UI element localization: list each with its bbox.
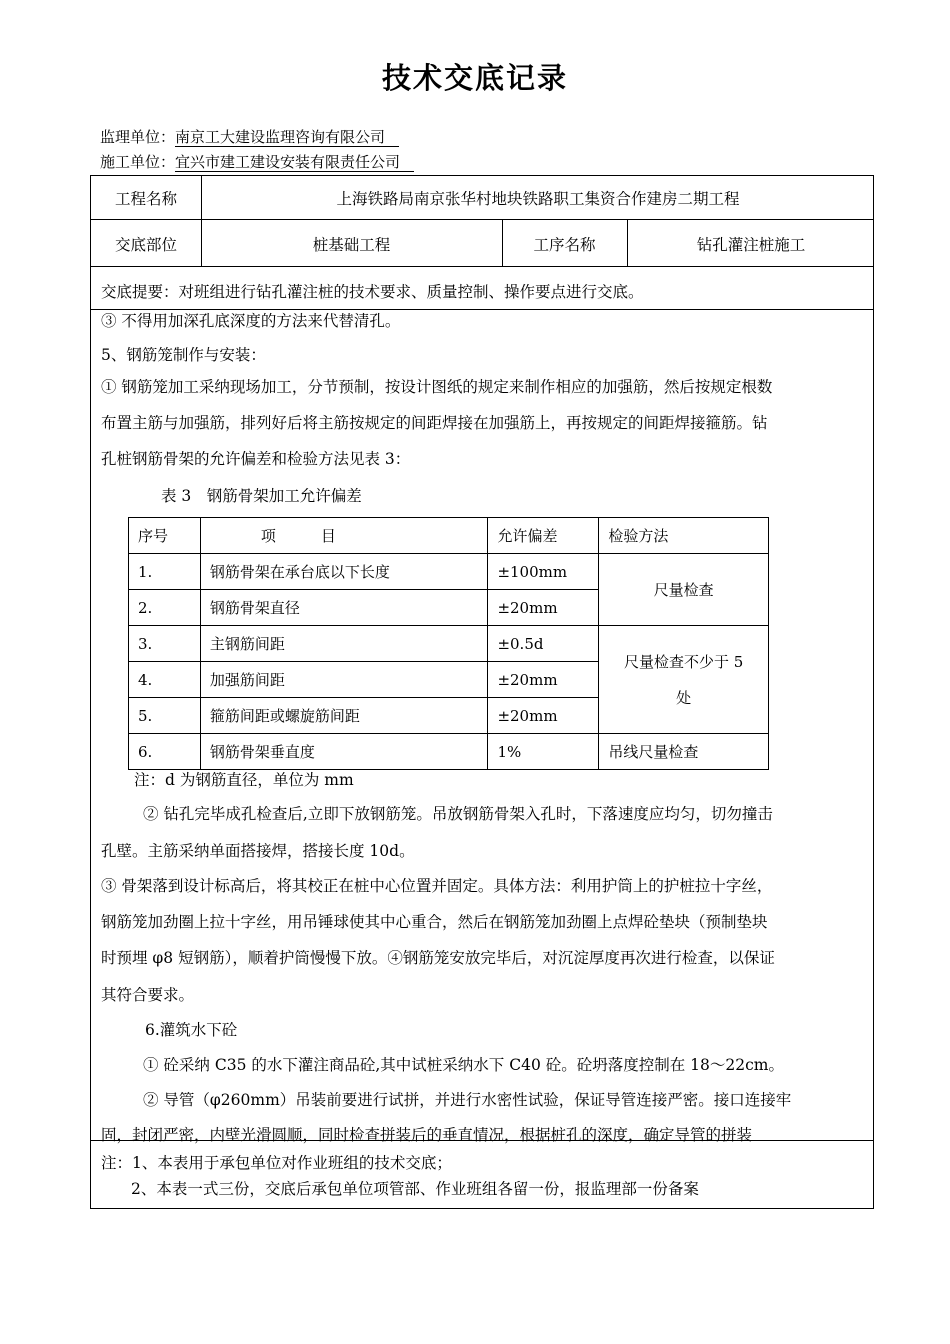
body-line: 其符合要求。 [101,986,195,1004]
row-number: 4. [129,662,201,698]
row-number: 2. [129,590,201,626]
body-line: ① 钢筋笼加工采纳现场加工，分节预制，按设计图纸的规定来制作相应的加强筋，然后按规定根数 [101,378,773,396]
table-header-cell: 项 目 [200,518,488,554]
project-name-value: 上海铁路局南京张华村地块铁路职工集资合作建房二期工程 [336,190,740,208]
supervisor-value: 南京工大建设监理咨询有限公司 [175,128,399,147]
supervisor-unit [100,126,399,147]
row-tolerance: ±0.5d [488,626,599,662]
contractor-label: 施工单位： [100,153,176,171]
contractor-unit [100,151,414,172]
method-line: 尺量检查不少于 5 [624,652,744,671]
body-line: 钢筋笼加劲圈上拉十字丝，用吊锤球使其中心重合，然后在钢筋笼加劲圈上点焊砼垫块（预制垫块 [101,913,768,931]
project-name-label: 工程名称 [114,190,177,208]
handover-part-value: 桩基础工程 [312,236,391,254]
table-header-cell: 序号 [129,518,201,554]
table-header-cell: 允许偏差 [488,518,599,554]
document-title: 技术交底记录 [381,61,568,95]
table-note: 注：d 为钢筋直径，单位为 mm [134,771,354,789]
body-line: 孔壁。主筋采纳单面搭接焊，搭接长度 10d。 [101,842,415,860]
handover-part-label: 交底部位 [114,236,177,254]
divider [91,266,873,267]
body-line: ③ 不得用加深孔底深度的方法来代替清孔。 [101,312,401,330]
row-number: 3. [129,626,201,662]
row-item: 箍筋间距或螺旋筋间距 [200,698,488,734]
body-line: ② 钻孔完毕成孔检查后,立即下放钢筋笼。吊放钢筋骨架入孔时，下落速度应均匀，切勿撞击 [143,805,773,823]
divider [91,219,873,220]
row-tolerance: ±20mm [488,698,599,734]
tolerance-table [128,517,769,770]
row-tolerance: ±100mm [488,554,599,590]
row-item: 钢筋骨架在承台底以下长度 [200,554,488,590]
table-header-cell: 检验方法 [599,518,769,554]
row-method: 尺量检查 [599,554,769,626]
contractor-value: 宜兴市建工建设安装有限责任公司 [175,153,414,172]
body-line: 5、钢筋笼制作与安装： [101,346,266,364]
handover-summary: 交底提要：对班组进行钻孔灌注桩的技术要求、质量控制、操作要点进行交底。 [101,283,644,301]
body-line: ③ 骨架落到设计标高后，将其校正在桩中心位置并固定。具体方法：利用护筒上的护桩拉十字丝， [101,877,773,895]
body-line: 固，封闭严密，内壁光滑圆顺，同时检查拼装后的垂直情况，根据桩孔的深度，确定导管的拼装 [101,1126,753,1144]
row-number: 1. [129,554,201,590]
body-line: 时预埋 φ8 短钢筋），顺着护筒慢慢下放。④钢筋笼安放完毕后，对沉淀厚度再次进行检查，以保证 [101,949,775,967]
record-form [90,175,874,1209]
row-number: 5. [129,698,201,734]
table-header-row [129,518,769,554]
supervisor-label: 监理单位： [100,128,176,146]
body-line: 孔桩钢筋骨架的允许偏差和检验方法见表 3： [101,450,411,468]
row-method [599,626,769,734]
process-name-label: 工序名称 [533,236,596,254]
body-line: 布置主筋与加强筋，排列好后将主筋按规定的间距焊接在加强筋上，再按规定的间距焊接箍筋。钻 [101,414,768,432]
footer-note: 注：1、本表用于承包单位对作业班组的技术交底； [101,1154,452,1172]
row-item: 钢筋骨架直径 [200,590,488,626]
row-tolerance: ±20mm [488,662,599,698]
row-item: 钢筋骨架垂直度 [200,734,488,770]
footer-note: 2、本表一式三份，交底后承包单位项管部、作业班组各留一份，报监理部一份备案 [131,1180,699,1198]
row-item: 加强筋间距 [200,662,488,698]
process-name-value: 钻孔灌注桩施工 [696,236,806,254]
row-tolerance: ±20mm [488,590,599,626]
method-line: 处 [676,688,692,707]
row-number: 6. [129,734,201,770]
body-line: ② 导管（φ260mm）吊装前要进行试拼，并进行水密性试验，保证导管连接严密。接口连接牢 [143,1091,792,1109]
row-method: 吊线尺量检查 [599,734,769,770]
body-line: ① 砼采纳 C35 的水下灌注商品砼,其中试桩采纳水下 C40 砼。砼坍落度控制在 18～22cm。 [143,1056,784,1074]
table-row [129,626,769,662]
row-tolerance: 1% [488,734,599,770]
table-caption: 表 3 钢筋骨架加工允许偏差 [161,487,362,505]
row-item: 主钢筋间距 [200,626,488,662]
section-heading: 6.灌筑水下砼 [145,1021,238,1039]
table-row [129,554,769,590]
